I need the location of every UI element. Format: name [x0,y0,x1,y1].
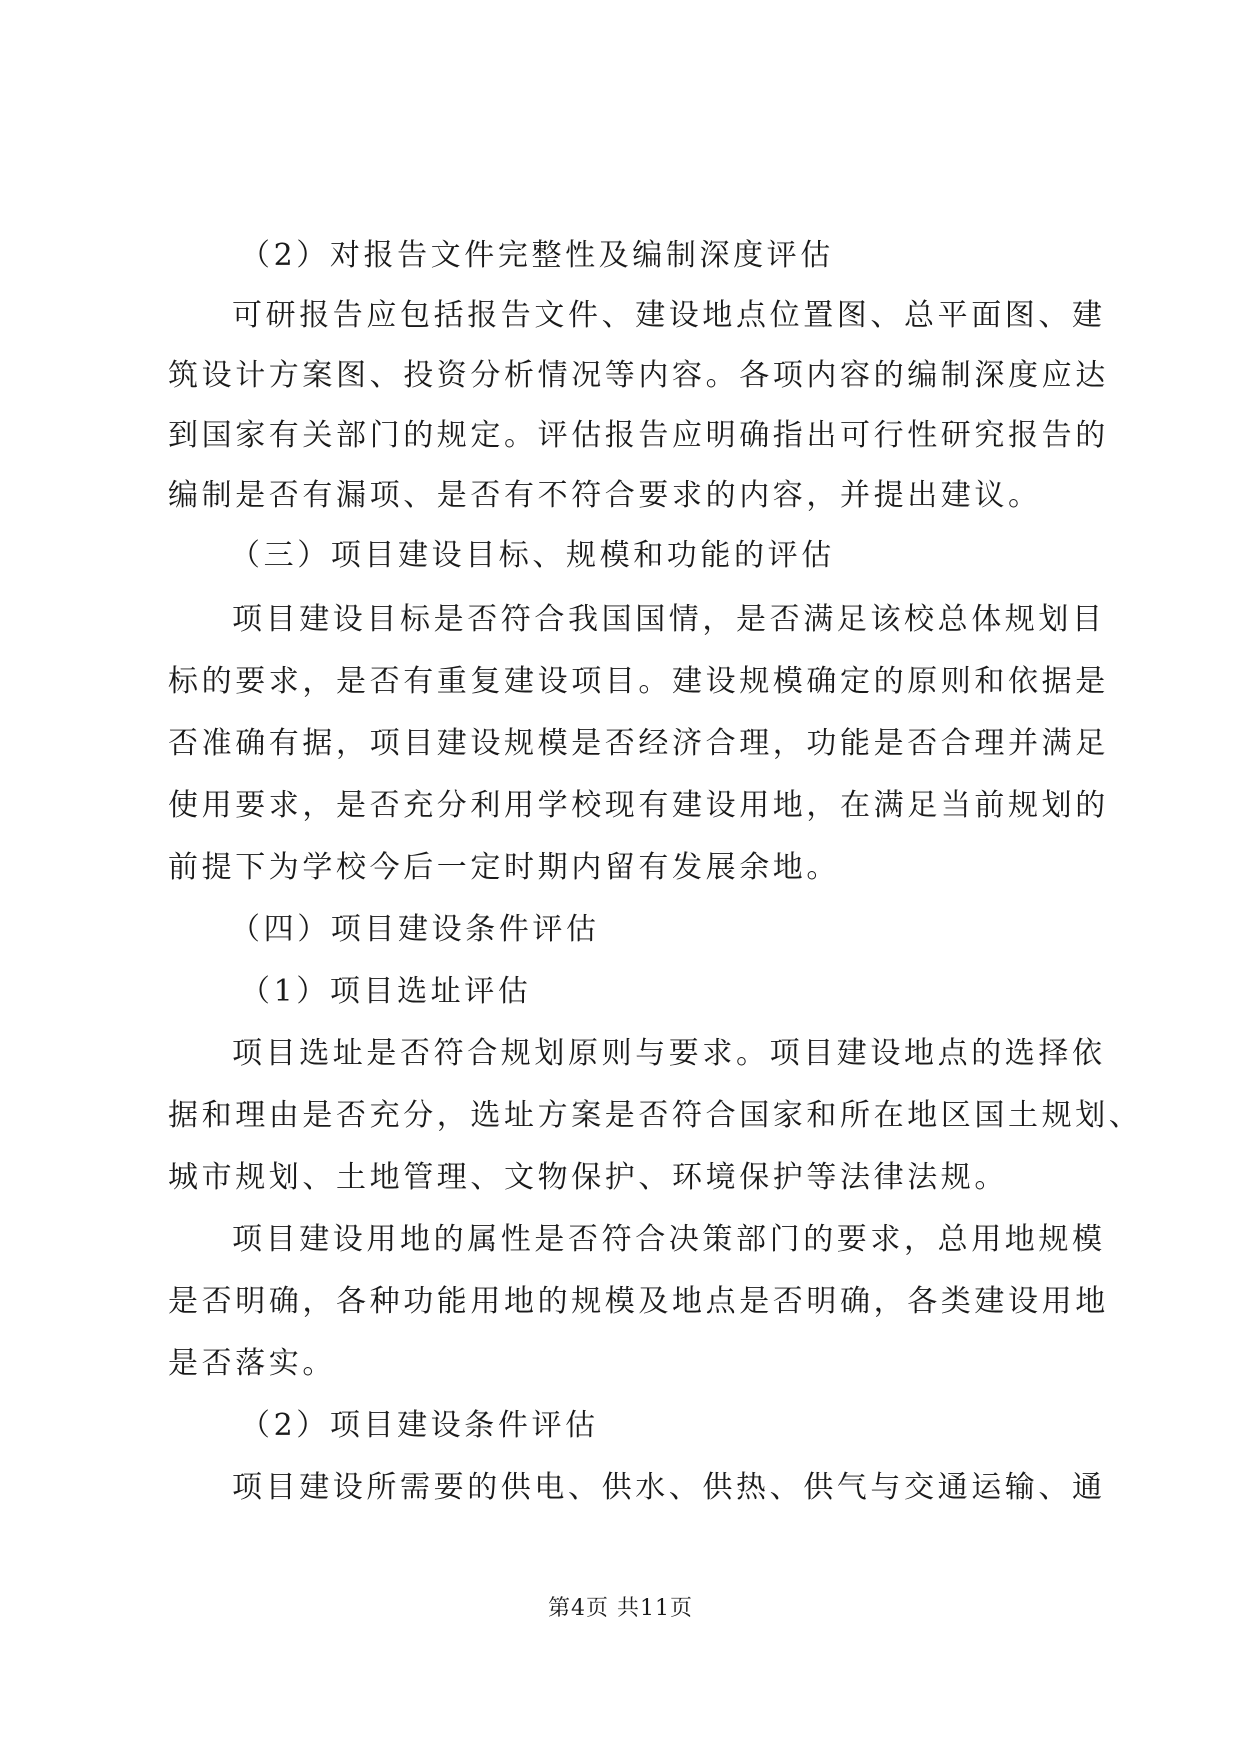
paragraph-line: 可研报告应包括报告文件、建设地点位置图、总平面图、建 [232,298,1106,333]
section-heading-four: （四）项目建设条件评估 [230,912,600,947]
paragraph-line: 城市规划、土地管理、文物保护、环境保护等法律法规。 [168,1160,1008,1195]
paragraph-line: 项目建设目标是否符合我国国情，是否满足该校总体规划目 [232,602,1106,637]
section-heading-1: （1）项目选址评估 [240,974,532,1009]
section-heading-2b: （2）项目建设条件评估 [240,1408,599,1443]
paragraph-line: 否准确有据，项目建设规模是否经济合理，功能是否合理并满足 [168,726,1109,761]
paragraph-line: 项目选址是否符合规划原则与要求。项目建设地点的选择依 [232,1036,1106,1071]
paragraph-line: 到国家有关部门的规定。评估报告应明确指出可行性研究报告的 [168,418,1109,453]
paragraph-line: 使用要求，是否充分利用学校现有建设用地，在满足当前规划的 [168,788,1109,823]
paragraph-line: 是否落实。 [168,1346,336,1381]
paragraph-line: 项目建设所需要的供电、供水、供热、供气与交通运输、通 [232,1470,1106,1505]
paragraph-line: 据和理由是否充分，选址方案是否符合国家和所在地区国土规划、 [168,1098,1143,1133]
paragraph-line: 筑设计方案图、投资分析情况等内容。各项内容的编制深度应达 [168,358,1109,393]
section-heading-three: （三）项目建设目标、规模和功能的评估 [230,538,835,573]
paragraph-line: 前提下为学校今后一定时期内留有发展余地。 [168,850,840,885]
paragraph-line: 标的要求，是否有重复建设项目。建设规模确定的原则和依据是 [168,664,1109,699]
paragraph-line: 编制是否有漏项、是否有不符合要求的内容，并提出建议。 [168,478,1042,513]
section-heading-2: （2）对报告文件完整性及编制深度评估 [240,238,834,273]
paragraph-line: 项目建设用地的属性是否符合决策部门的要求，总用地规模 [232,1222,1106,1257]
page-number-footer: 第4页 共11页 [548,1596,693,1621]
paragraph-line: 是否明确，各种功能用地的规模及地点是否明确，各类建设用地 [168,1284,1109,1319]
